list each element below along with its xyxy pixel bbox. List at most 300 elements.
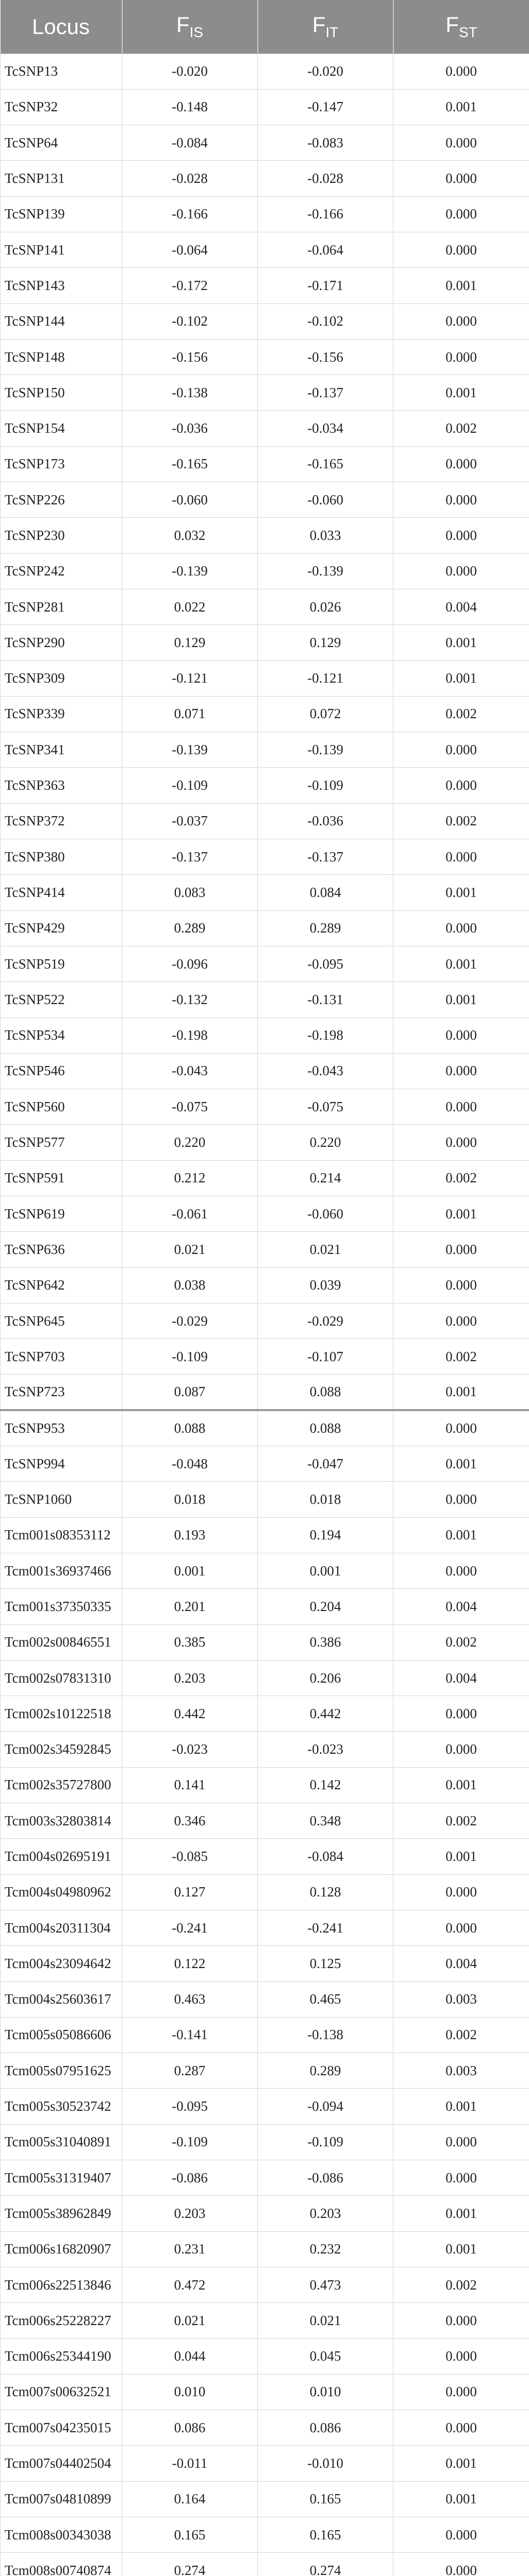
fis-cell: -0.043	[122, 1053, 258, 1089]
fit-cell: -0.095	[258, 946, 393, 981]
fis-cell: -0.165	[122, 446, 258, 482]
fis-cell: 0.141	[122, 1767, 258, 1803]
fis-cell: -0.095	[122, 2089, 258, 2124]
table-row	[1, 625, 529, 660]
fis-cell: -0.037	[122, 803, 258, 839]
table-row	[1, 303, 529, 339]
fit-cell: 0.473	[258, 2267, 393, 2302]
table-row	[1, 446, 529, 482]
table-row	[1, 1267, 529, 1303]
locus-cell: TcSNP994	[1, 1446, 122, 1482]
fit-cell: 0.128	[258, 1874, 393, 1910]
fis-cell: -0.241	[122, 1910, 258, 1945]
fis-cell: 0.385	[122, 1624, 258, 1660]
fit-cell: -0.131	[258, 982, 393, 1018]
table-row	[1, 1446, 529, 1482]
fst-cell: 0.002	[393, 2017, 529, 2053]
locus-cell: Tcm002s34592845	[1, 1732, 122, 1767]
header-fis	[122, 0, 258, 54]
fst-cell: 0.000	[393, 732, 529, 768]
locus-cell: TcSNP143	[1, 268, 122, 303]
fit-cell: 0.045	[258, 2338, 393, 2374]
fst-cell: 0.000	[393, 1018, 529, 1053]
fit-cell: -0.109	[258, 2124, 393, 2160]
table-row	[1, 2374, 529, 2410]
fis-cell: 0.203	[122, 1660, 258, 1696]
locus-cell: TcSNP341	[1, 732, 122, 768]
fis-cell: -0.148	[122, 89, 258, 125]
fst-cell: 0.001	[393, 1517, 529, 1553]
fst-cell: 0.002	[393, 1624, 529, 1660]
fis-cell: -0.132	[122, 982, 258, 1018]
fis-cell: 0.203	[122, 2196, 258, 2231]
table-row	[1, 1018, 529, 1053]
fit-cell: -0.102	[258, 303, 393, 339]
fst-cell: 0.000	[393, 1553, 529, 1588]
locus-cell: Tcm007s04235015	[1, 2410, 122, 2446]
table-row	[1, 1732, 529, 1767]
locus-cell: Tcm005s30523742	[1, 2089, 122, 2124]
fis-cell: 0.165	[122, 2517, 258, 2552]
fis-cell: 0.083	[122, 875, 258, 910]
fst-cell: 0.001	[393, 946, 529, 981]
locus-cell: Tcm007s04810899	[1, 2481, 122, 2517]
fst-cell: 0.004	[393, 1589, 529, 1624]
header-fst-main: F	[445, 12, 459, 37]
fit-cell: 0.220	[258, 1125, 393, 1160]
locus-cell: Tcm002s00846551	[1, 1624, 122, 1660]
locus-cell: Tcm002s07831310	[1, 1660, 122, 1696]
fit-cell: 0.010	[258, 2374, 393, 2410]
fis-cell: 0.164	[122, 2481, 258, 2517]
table-row	[1, 1375, 529, 1410]
table-row	[1, 411, 529, 446]
fit-cell: -0.060	[258, 1196, 393, 1232]
locus-cell: TcSNP723	[1, 1375, 122, 1410]
table-row	[1, 2267, 529, 2302]
fit-cell: 0.072	[258, 696, 393, 732]
fst-cell: 0.000	[393, 1089, 529, 1125]
fis-cell: -0.121	[122, 660, 258, 696]
fis-cell: -0.156	[122, 339, 258, 375]
table-row	[1, 1482, 529, 1517]
fis-cell: -0.137	[122, 839, 258, 875]
locus-cell: TcSNP380	[1, 839, 122, 875]
table-row	[1, 839, 529, 875]
fst-cell: 0.000	[393, 54, 529, 89]
fit-cell: -0.060	[258, 482, 393, 518]
locus-cell: Tcm003s32803814	[1, 1803, 122, 1839]
fit-cell: 0.465	[258, 1981, 393, 2017]
table-row	[1, 2517, 529, 2552]
fit-cell: 0.088	[258, 1410, 393, 1446]
fst-cell: 0.000	[393, 1874, 529, 1910]
fst-cell: 0.000	[393, 1232, 529, 1267]
table-row	[1, 732, 529, 768]
locus-cell: Tcm002s10122518	[1, 1696, 122, 1732]
header-fst-sub: ST	[458, 24, 477, 41]
fst-cell: 0.000	[393, 2553, 529, 2576]
table-row	[1, 161, 529, 196]
fit-cell: -0.075	[258, 1089, 393, 1125]
locus-cell: TcSNP131	[1, 161, 122, 196]
fst-cell: 0.000	[393, 125, 529, 161]
locus-cell: TcSNP414	[1, 875, 122, 910]
table-row	[1, 2196, 529, 2231]
fit-cell: 0.129	[258, 625, 393, 660]
fis-cell: -0.109	[122, 768, 258, 803]
fit-cell: 0.289	[258, 2053, 393, 2089]
table-row	[1, 1232, 529, 1267]
fit-cell: 0.026	[258, 589, 393, 624]
fst-cell: 0.000	[393, 839, 529, 875]
locus-cell: Tcm005s38962849	[1, 2196, 122, 2231]
fis-cell: 0.021	[122, 2303, 258, 2338]
table-row	[1, 2089, 529, 2124]
locus-cell: TcSNP642	[1, 1267, 122, 1303]
fit-cell: -0.139	[258, 553, 393, 589]
fst-cell: 0.000	[393, 1482, 529, 1517]
fst-cell: 0.000	[393, 1732, 529, 1767]
table-row	[1, 1803, 529, 1839]
fit-cell: -0.020	[258, 54, 393, 89]
fis-cell: -0.102	[122, 303, 258, 339]
header-locus	[1, 0, 122, 54]
table-body	[1, 54, 529, 2576]
fit-cell: -0.010	[258, 2446, 393, 2481]
fst-cell: 0.000	[393, 2160, 529, 2196]
locus-cell: TcSNP560	[1, 1089, 122, 1125]
fis-cell: -0.029	[122, 1303, 258, 1338]
fit-cell: 0.214	[258, 1160, 393, 1196]
fst-cell: 0.000	[393, 1303, 529, 1338]
fit-cell: 0.021	[258, 1232, 393, 1267]
table-row	[1, 1839, 529, 1874]
fit-cell: -0.086	[258, 2160, 393, 2196]
table-row	[1, 1589, 529, 1624]
table-row	[1, 1874, 529, 1910]
fis-cell: 0.021	[122, 1232, 258, 1267]
locus-cell: TcSNP546	[1, 1053, 122, 1089]
fst-cell: 0.002	[393, 696, 529, 732]
fst-cell: 0.001	[393, 89, 529, 125]
fst-cell: 0.001	[393, 268, 529, 303]
header-fst	[393, 0, 529, 54]
fis-cell: 0.088	[122, 1410, 258, 1446]
table-row	[1, 1767, 529, 1803]
header-fis-main: F	[176, 12, 190, 37]
table-header	[1, 0, 529, 54]
fit-cell: 0.018	[258, 1482, 393, 1517]
fis-cell: 0.220	[122, 1125, 258, 1160]
fit-cell: -0.107	[258, 1339, 393, 1375]
locus-cell: Tcm004s23094642	[1, 1946, 122, 1981]
locus-cell: Tcm006s16820907	[1, 2231, 122, 2267]
fit-cell: 0.039	[258, 1267, 393, 1303]
fit-cell: 0.289	[258, 910, 393, 946]
fit-cell: 0.125	[258, 1946, 393, 1981]
locus-cell: Tcm004s04980962	[1, 1874, 122, 1910]
fst-cell: 0.001	[393, 875, 529, 910]
fit-cell: -0.138	[258, 2017, 393, 2053]
header-fis-sub: IS	[189, 24, 204, 41]
fis-cell: -0.061	[122, 1196, 258, 1232]
fst-cell: 0.002	[393, 1339, 529, 1375]
table-row	[1, 1910, 529, 1945]
table-row	[1, 1981, 529, 2017]
fit-cell: -0.241	[258, 1910, 393, 1945]
fit-cell: -0.171	[258, 268, 393, 303]
locus-cell: TcSNP363	[1, 768, 122, 803]
fis-cell: -0.011	[122, 2446, 258, 2481]
locus-cell: TcSNP953	[1, 1410, 122, 1446]
fst-cell: 0.000	[393, 1410, 529, 1446]
fis-cell: 0.193	[122, 1517, 258, 1553]
fis-cell: -0.139	[122, 732, 258, 768]
locus-cell: TcSNP429	[1, 910, 122, 946]
fst-cell: 0.001	[393, 1375, 529, 1410]
table-row	[1, 89, 529, 125]
fst-cell: 0.000	[393, 1267, 529, 1303]
fst-cell: 0.000	[393, 339, 529, 375]
fst-cell: 0.001	[393, 2231, 529, 2267]
fit-cell: -0.029	[258, 1303, 393, 1338]
fst-cell: 0.000	[393, 2410, 529, 2446]
fis-cell: -0.084	[122, 125, 258, 161]
header-fit-sub: IT	[325, 24, 339, 41]
table-row	[1, 2338, 529, 2374]
locus-cell: TcSNP645	[1, 1303, 122, 1338]
fst-cell: 0.003	[393, 2053, 529, 2089]
fis-cell: -0.086	[122, 2160, 258, 2196]
fis-cell: 0.122	[122, 1946, 258, 1981]
fis-cell: 0.087	[122, 1375, 258, 1410]
fit-cell: 0.033	[258, 518, 393, 553]
table-row	[1, 1339, 529, 1375]
locus-cell: TcSNP534	[1, 1018, 122, 1053]
table-row	[1, 1517, 529, 1553]
table-row	[1, 232, 529, 267]
fis-cell: 0.044	[122, 2338, 258, 2374]
fit-cell: 0.203	[258, 2196, 393, 2231]
fit-cell: -0.109	[258, 768, 393, 803]
fit-cell: -0.047	[258, 1446, 393, 1482]
locus-cell: TcSNP372	[1, 803, 122, 839]
fis-cell: 0.472	[122, 2267, 258, 2302]
fis-cell: 0.022	[122, 589, 258, 624]
fst-cell: 0.000	[393, 2124, 529, 2160]
fst-cell: 0.000	[393, 1696, 529, 1732]
fit-cell: 0.021	[258, 2303, 393, 2338]
locus-cell: TcSNP64	[1, 125, 122, 161]
fis-cell: -0.060	[122, 482, 258, 518]
locus-cell: TcSNP703	[1, 1339, 122, 1375]
table-row	[1, 268, 529, 303]
fst-cell: 0.001	[393, 1446, 529, 1482]
fst-cell: 0.000	[393, 910, 529, 946]
locus-cell: TcSNP309	[1, 660, 122, 696]
fit-cell: -0.147	[258, 89, 393, 125]
fst-cell: 0.000	[393, 2517, 529, 2552]
fis-cell: -0.172	[122, 268, 258, 303]
fst-cell: 0.002	[393, 2267, 529, 2302]
fit-cell: 0.142	[258, 1767, 393, 1803]
table-row	[1, 1125, 529, 1160]
fst-cell: 0.000	[393, 196, 529, 232]
fis-cell: 0.287	[122, 2053, 258, 2089]
fst-cell: 0.001	[393, 375, 529, 411]
table-row	[1, 696, 529, 732]
table-row	[1, 125, 529, 161]
table-row	[1, 1624, 529, 1660]
fst-cell: 0.000	[393, 2374, 529, 2410]
table-row	[1, 2553, 529, 2576]
table-row	[1, 1303, 529, 1338]
table-row	[1, 375, 529, 411]
table-row	[1, 518, 529, 553]
locus-cell: Tcm007s00632521	[1, 2374, 122, 2410]
fis-cell: -0.096	[122, 946, 258, 981]
fst-cell: 0.001	[393, 2481, 529, 2517]
fst-cell: 0.000	[393, 446, 529, 482]
fit-cell: -0.094	[258, 2089, 393, 2124]
fis-cell: -0.020	[122, 54, 258, 89]
table-row	[1, 660, 529, 696]
fst-cell: 0.000	[393, 768, 529, 803]
fit-cell: -0.198	[258, 1018, 393, 1053]
locus-cell: Tcm006s25344190	[1, 2338, 122, 2374]
locus-cell: TcSNP519	[1, 946, 122, 981]
fis-cell: 0.038	[122, 1267, 258, 1303]
fis-cell: -0.198	[122, 1018, 258, 1053]
fst-cell: 0.001	[393, 2089, 529, 2124]
table-row	[1, 339, 529, 375]
fst-cell: 0.004	[393, 1660, 529, 1696]
fst-cell: 0.004	[393, 589, 529, 624]
table-row	[1, 2410, 529, 2446]
fit-cell: -0.064	[258, 232, 393, 267]
locus-cell: TcSNP150	[1, 375, 122, 411]
locus-cell: Tcm005s05086606	[1, 2017, 122, 2053]
fst-cell: 0.000	[393, 1910, 529, 1945]
fst-cell: 0.000	[393, 161, 529, 196]
fit-cell: -0.083	[258, 125, 393, 161]
fst-cell: 0.002	[393, 411, 529, 446]
locus-cell: Tcm008s00343038	[1, 2517, 122, 2552]
locus-cell: Tcm006s25228227	[1, 2303, 122, 2338]
header-row	[1, 0, 529, 54]
fis-cell: 0.289	[122, 910, 258, 946]
table-row	[1, 875, 529, 910]
table-row	[1, 482, 529, 518]
table-row	[1, 1160, 529, 1196]
fis-cell: -0.075	[122, 1089, 258, 1125]
fis-cell: 0.212	[122, 1160, 258, 1196]
fit-cell: -0.165	[258, 446, 393, 482]
table-row	[1, 2124, 529, 2160]
table-row	[1, 589, 529, 624]
fst-cell: 0.001	[393, 1839, 529, 1874]
locus-cell: Tcm001s37350335	[1, 1589, 122, 1624]
fit-cell: -0.028	[258, 161, 393, 196]
fst-cell: 0.000	[393, 553, 529, 589]
fst-cell: 0.002	[393, 1160, 529, 1196]
table-row	[1, 2160, 529, 2196]
fst-cell: 0.000	[393, 232, 529, 267]
fst-cell: 0.001	[393, 2196, 529, 2231]
fis-cell: 0.001	[122, 1553, 258, 1588]
locus-cell: TcSNP577	[1, 1125, 122, 1160]
table-row	[1, 2231, 529, 2267]
locus-cell: TcSNP290	[1, 625, 122, 660]
table-row	[1, 1196, 529, 1232]
fst-cell: 0.002	[393, 803, 529, 839]
fst-cell: 0.001	[393, 1767, 529, 1803]
fst-cell: 0.000	[393, 1053, 529, 1089]
locus-cell: Tcm001s08353112	[1, 1517, 122, 1553]
fis-cell: -0.028	[122, 161, 258, 196]
fis-cell: -0.166	[122, 196, 258, 232]
locus-cell: TcSNP144	[1, 303, 122, 339]
table-row	[1, 982, 529, 1018]
fis-cell: 0.274	[122, 2553, 258, 2576]
locus-cell: TcSNP1060	[1, 1482, 122, 1517]
fis-cell: 0.463	[122, 1981, 258, 2017]
fis-cell: 0.032	[122, 518, 258, 553]
header-locus-label: Locus	[31, 14, 90, 39]
fis-cell: -0.109	[122, 1339, 258, 1375]
fis-cell: 0.442	[122, 1696, 258, 1732]
fit-cell: -0.137	[258, 839, 393, 875]
locus-cell: TcSNP522	[1, 982, 122, 1018]
fis-cell: -0.109	[122, 2124, 258, 2160]
fst-cell: 0.001	[393, 625, 529, 660]
table-row	[1, 2017, 529, 2053]
locus-cell: Tcm006s22513846	[1, 2267, 122, 2302]
table-row	[1, 2303, 529, 2338]
fit-cell: -0.166	[258, 196, 393, 232]
locus-cell: TcSNP141	[1, 232, 122, 267]
locus-cell: TcSNP154	[1, 411, 122, 446]
fis-cell: 0.086	[122, 2410, 258, 2446]
fis-cell: -0.048	[122, 1446, 258, 1482]
fst-cell: 0.000	[393, 482, 529, 518]
table-row	[1, 1660, 529, 1696]
table-row	[1, 768, 529, 803]
fit-cell: 0.232	[258, 2231, 393, 2267]
locus-cell: TcSNP230	[1, 518, 122, 553]
locus-cell: Tcm008s00740874	[1, 2553, 122, 2576]
fit-cell: 0.088	[258, 1375, 393, 1410]
table-row	[1, 946, 529, 981]
fit-cell: 0.086	[258, 2410, 393, 2446]
locus-cell: TcSNP13	[1, 54, 122, 89]
fit-cell: -0.023	[258, 1732, 393, 1767]
table-row	[1, 553, 529, 589]
header-fit-main: F	[312, 12, 326, 37]
fit-cell: -0.036	[258, 803, 393, 839]
fit-cell: -0.121	[258, 660, 393, 696]
fit-cell: 0.194	[258, 1517, 393, 1553]
locus-cell: Tcm004s25603617	[1, 1981, 122, 2017]
fit-cell: -0.084	[258, 1839, 393, 1874]
locus-cell: TcSNP591	[1, 1160, 122, 1196]
locus-cell: Tcm004s20311304	[1, 1910, 122, 1945]
fst-cell: 0.002	[393, 1803, 529, 1839]
fis-cell: 0.201	[122, 1589, 258, 1624]
table-row	[1, 196, 529, 232]
fis-cell: 0.018	[122, 1482, 258, 1517]
